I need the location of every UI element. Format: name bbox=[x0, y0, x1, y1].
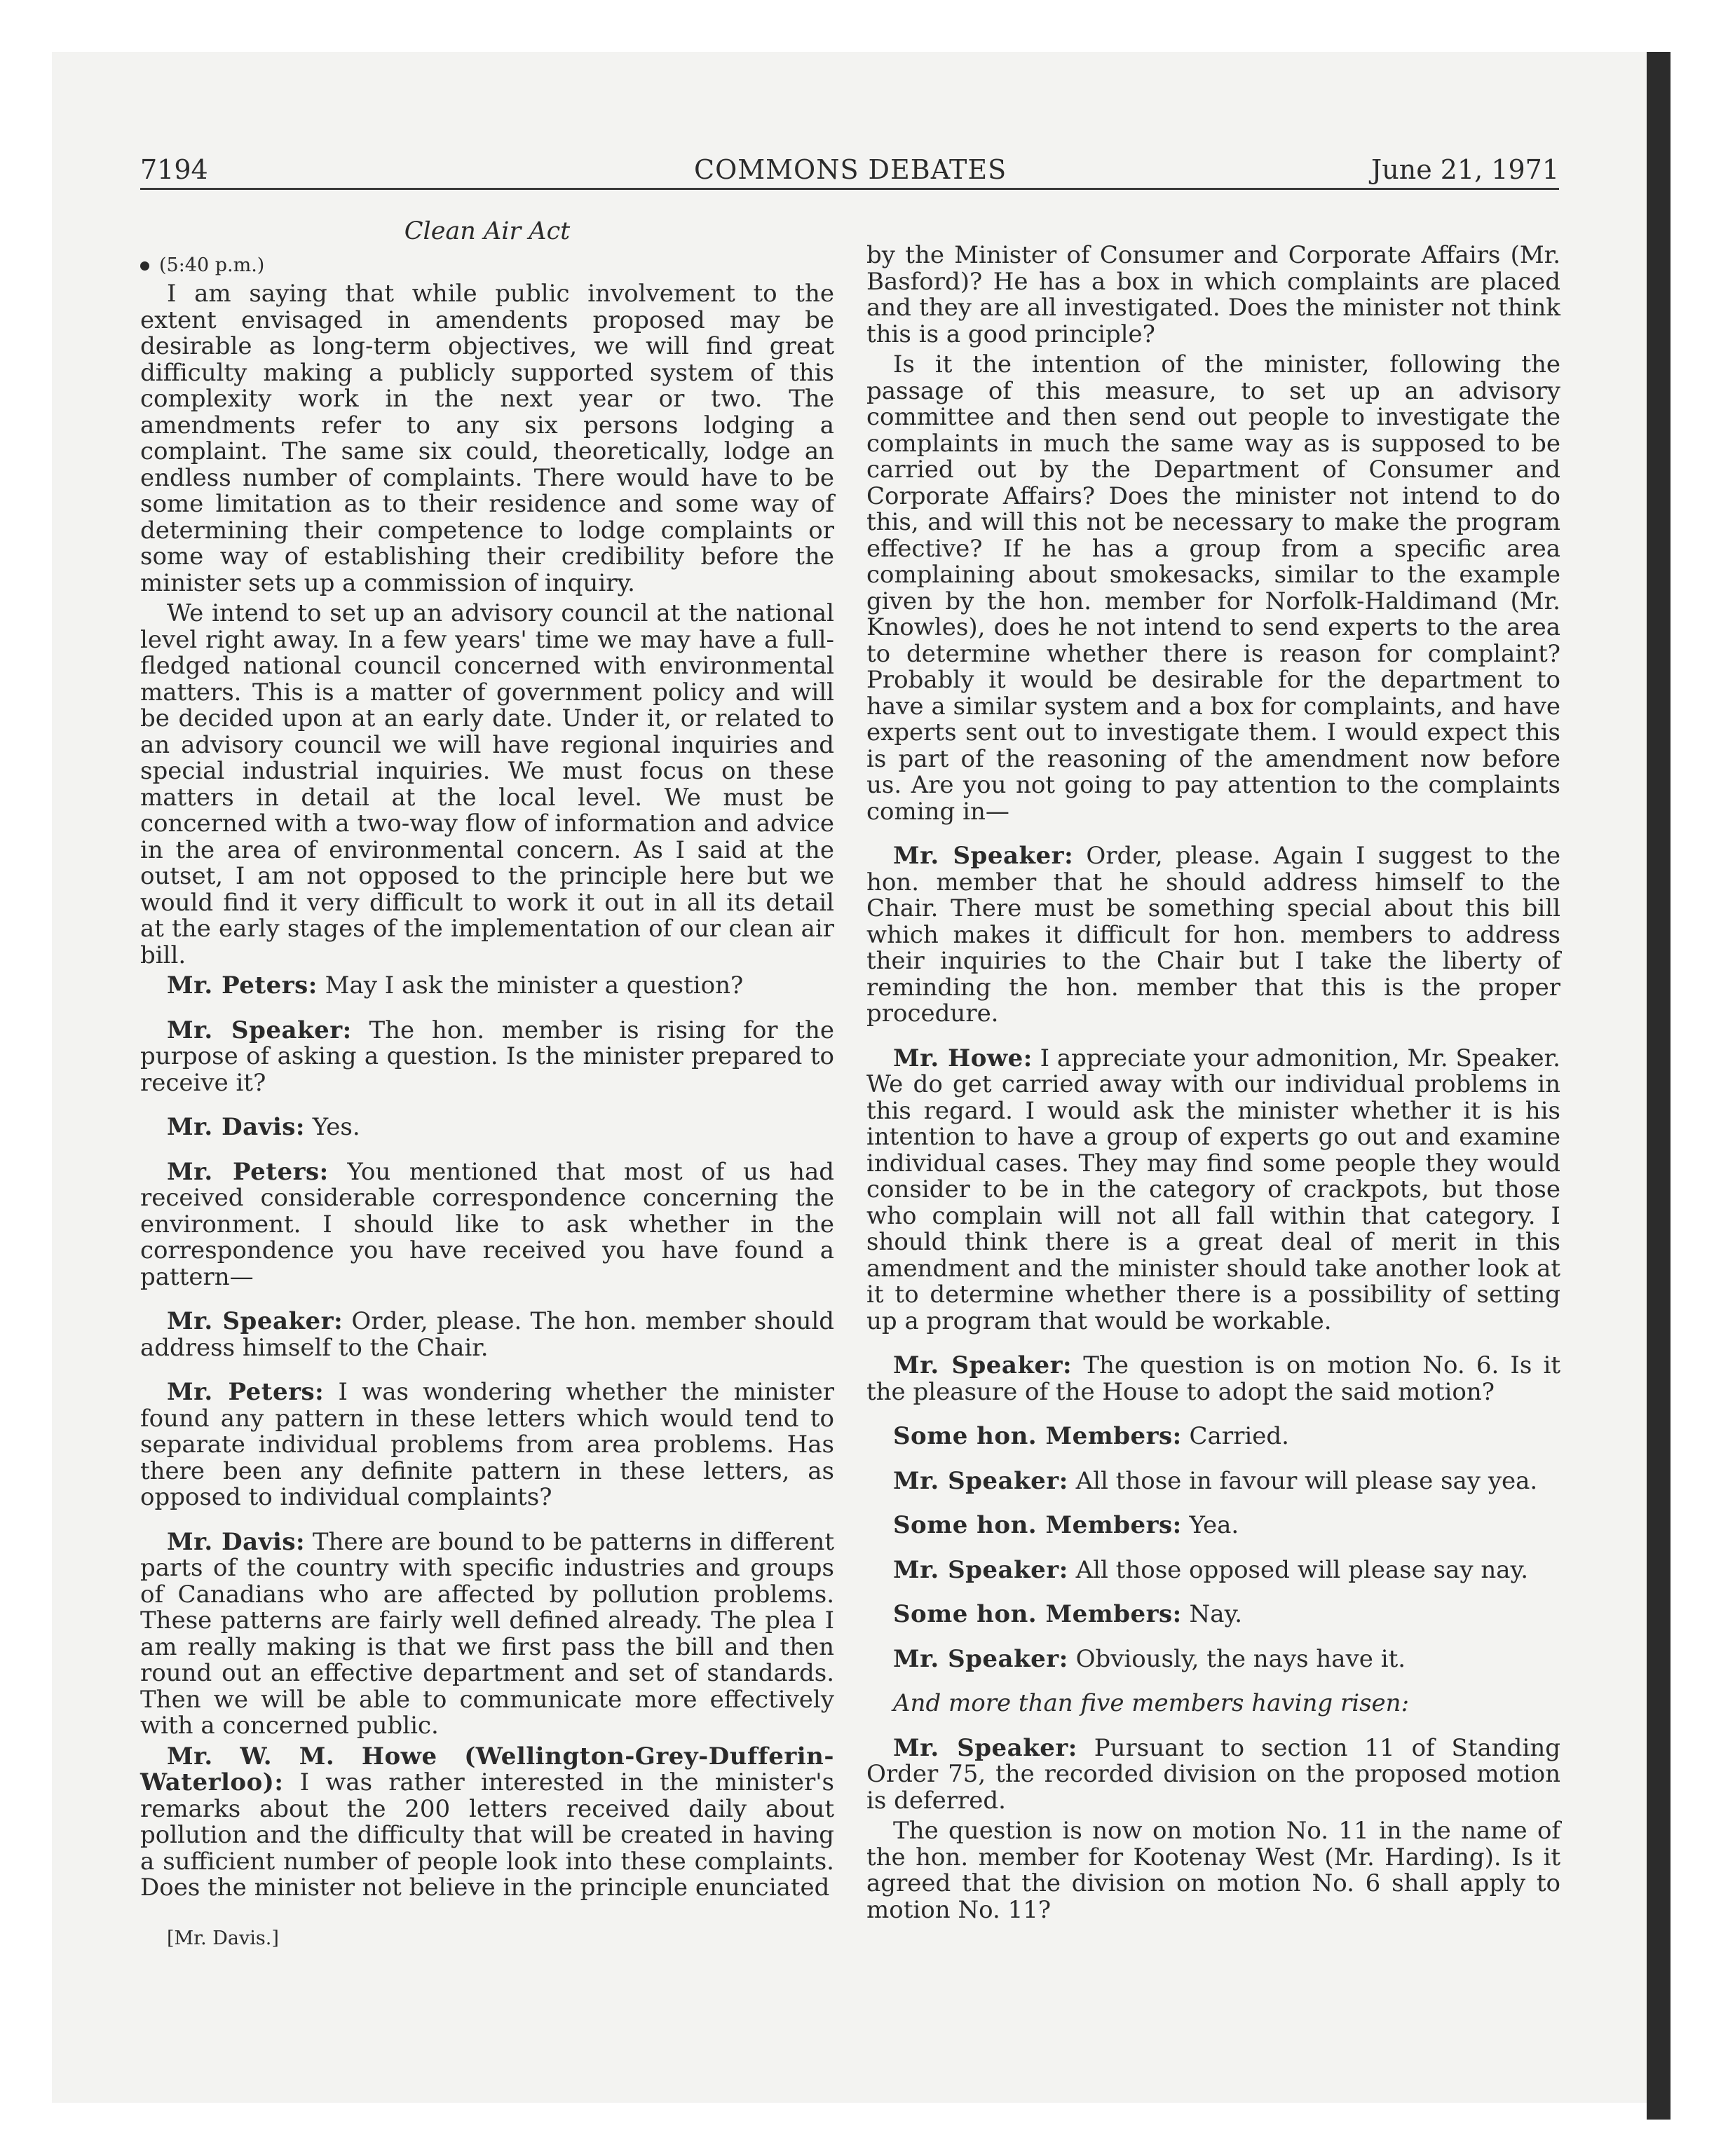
stage-direction: And more than five members having risen: bbox=[893, 1689, 1410, 1717]
speaker-name: Some hon. Members: bbox=[893, 1511, 1182, 1539]
speech bbox=[140, 1114, 834, 1141]
speech-text: I was rather interested in the minister's remarks about the 200 letters received daily about pollution and the difficulty that will be created in having a sufficient number of people look into these complaints. Does the minister not believe in the principle enunciated bbox=[140, 1768, 834, 1902]
speech bbox=[140, 1018, 834, 1097]
speaker-name: Mr. Speaker: bbox=[893, 1466, 1068, 1495]
speaker-name: Mr. Howe: bbox=[893, 1044, 1033, 1072]
speech-text: Order, please. Again I suggest to the hon. member that he should address himself to the Chair. There must be something special about this bill which makes it difficult for hon. members to address their inquiries to the Chair but I take the liberty of reminding the hon. member that this is the proper procedure. bbox=[866, 842, 1560, 1028]
scan-edge-shadow bbox=[1647, 52, 1671, 2120]
speech-text: The hon. member is rising for the purpose of asking a question. Is the minister prepared to receive it? bbox=[140, 1016, 834, 1097]
speech bbox=[140, 973, 834, 999]
header-rule bbox=[140, 188, 1559, 190]
speech bbox=[866, 1046, 1560, 1335]
footer-note: [Mr. Davis.] bbox=[167, 1927, 279, 1949]
speech bbox=[140, 1744, 834, 1902]
speaker-name: Mr. Speaker: bbox=[893, 842, 1074, 870]
speaker-name: Mr. Peters: bbox=[167, 1157, 329, 1186]
speech bbox=[866, 1557, 1560, 1584]
speech-text: Obviously, the nays have it. bbox=[1075, 1644, 1406, 1673]
speaker-name: Mr. Davis: bbox=[167, 1113, 305, 1141]
speech bbox=[140, 1379, 834, 1511]
paragraph: The question is now on motion No. 11 in the name of the hon. member for Kootenay West (Mr. Harding). Is it agreed that the division on motion No. 6 shall apply to motion No. 11? bbox=[866, 1817, 1560, 1924]
publication-date: June 21, 1971 bbox=[1371, 154, 1559, 185]
timestamp-text: (5:40 p.m.) bbox=[159, 254, 265, 276]
speech bbox=[866, 1602, 1560, 1628]
speaker-name: Mr. Peters: bbox=[167, 1378, 325, 1406]
speaker-name: Some hon. Members: bbox=[893, 1600, 1182, 1628]
speaker-name: Mr. Speaker: bbox=[893, 1733, 1077, 1762]
speech bbox=[866, 1513, 1560, 1539]
speaker-name: Mr. Speaker: bbox=[893, 1555, 1068, 1584]
speech bbox=[866, 1353, 1560, 1405]
speech bbox=[140, 1309, 834, 1361]
section-title: Clean Air Act bbox=[404, 217, 571, 245]
speech-text: I was wondering whether the minister found any pattern in these letters which would tend to separate individual problems from area problems. Has there been any definite pattern in these letters, as opposed to individual complaints? bbox=[140, 1378, 834, 1511]
speech-text: There are bound to be patterns in different parts of the country with specific industries and groups of Canadians who are affected by pollution problems. These patterns are fairly well defined already. The plea I am really making is that we first pass the bill and then round out an effective department and set of standards. Then we will be able to communicate more effectively with a concerned public. bbox=[140, 1527, 834, 1740]
speech-text: All those in favour will please say yea. bbox=[1075, 1466, 1538, 1495]
speech-text: Pursuant to section 11 of Standing Order 75, the recorded division on the proposed motion is deferred. bbox=[866, 1733, 1560, 1815]
bullet-icon bbox=[140, 261, 149, 271]
speech-text: Order, please. The hon. member should address himself to the Chair. bbox=[140, 1307, 835, 1362]
paragraph: I am saying that while public involvement to the extent envisaged in amendents proposed may be desirable as long-term objectives, we will find great difficulty making a publicly supported system of this complexity work in the next year or two. The amendments refer to any six persons lodging a complaint. The same six could, theoretically, lodge an endless number of complaints. There would have to be some limitation as to their residence and some way of determining their competence to lodge complaints or some way of establishing their credibility before the minister sets up a commission of inquiry. bbox=[140, 280, 834, 597]
speech-text: The question is on motion No. 6. Is it the pleasure of the House to adopt the said motion? bbox=[866, 1351, 1561, 1406]
speech bbox=[866, 1735, 1560, 1815]
paragraph: We intend to set up an advisory council at the national level right away. In a few years' time we may have a full-fledged national council concerned with environmental matters. This is a matter of government policy and will be decided upon at an early date. Under it, or related to an advisory council we will have regional inquiries and special industrial inquiries. We must focus on these matters in detail at the local level. We must be concerned with a two-way flow of information and advice in the area of environmental concern. As I said at the outset, I am not opposed to the principle here but we would find it very difficult to work it out in all its detail at the early stages of the implementation of our clean air bill. bbox=[140, 599, 834, 969]
speech-text: Yea. bbox=[1189, 1511, 1239, 1539]
speech bbox=[140, 1529, 834, 1740]
right-column bbox=[866, 243, 1560, 1928]
paragraph: Is it the intention of the minister, following the passage of this measure, to set up an advisory committee and then send out people to investigate the complaints in much the same way as is supposed to be carried out by the Department of Consumer and Corporate Affairs? Does the minister not intend to do this, and will this not be necessary to make the program effective? If he has a group from a specific area complaining about smokesacks, similar to the example given by the hon. member for Norfolk-Haldimand (Mr. Knowles), does he not intend to send experts to the area to determine whether there is reason for complaint? Probably it would be desirable for the department to have a similar system and a box for complaints, and have experts sent out to investigate them. I would expect this is part of the reasoning of the amendment now before us. Are you not going to pay attention to the complaints coming in— bbox=[866, 350, 1560, 826]
speaker-name: Mr. Speaker: bbox=[893, 1351, 1073, 1379]
speech-text: Carried. bbox=[1189, 1422, 1289, 1450]
speaker-name: Mr. Speaker: bbox=[167, 1307, 343, 1335]
speaker-name: Mr. Peters: bbox=[167, 971, 318, 999]
speaker-name: Mr. Speaker: bbox=[167, 1016, 352, 1044]
page-header bbox=[140, 154, 1559, 189]
speech-text: Nay. bbox=[1189, 1600, 1243, 1628]
speech-text: I appreciate your admonition, Mr. Speaker. We do get carried away with our individual problems in this regard. I would ask the minister whether it is his intention to have a group of experts go out and examine individual cases. They may find some people they would consider to be in the category of crackpots, but those who complain will not all fall within that category. I should think there is a great deal of merit in this amendment and the minister should take another look at it to determine whether there is a possibility of setting up a program that would be workable. bbox=[866, 1044, 1560, 1335]
speech-text: All those opposed will please say nay. bbox=[1075, 1555, 1529, 1584]
speaker-name: Mr. Speaker: bbox=[893, 1644, 1068, 1673]
publication-title: COMMONS DEBATES bbox=[694, 154, 1007, 185]
paragraph: by the Minister of Consumer and Corporate Affairs (Mr. Basford)? He has a box in which complaints are placed and they are all investigated. Does the minister not think this is a good principle? bbox=[866, 241, 1560, 348]
speech-text: May I ask the minister a question? bbox=[325, 971, 744, 999]
speaker-name: Some hon. Members: bbox=[893, 1422, 1182, 1450]
speaker-name: Mr. Davis: bbox=[167, 1527, 306, 1556]
speech bbox=[866, 1468, 1560, 1495]
speech-text: Yes. bbox=[312, 1113, 360, 1141]
speech bbox=[866, 843, 1560, 1028]
page-number: 7194 bbox=[140, 154, 208, 185]
left-column bbox=[140, 216, 834, 1951]
speech bbox=[866, 1646, 1560, 1673]
speech bbox=[866, 1424, 1560, 1450]
speech bbox=[140, 1159, 834, 1291]
timestamp bbox=[140, 252, 834, 279]
speaker-name: Mr. W. M. Howe (Wellington-Grey-Dufferin-Waterloo): bbox=[140, 1742, 834, 1796]
speech-text: You mentioned that most of us had received considerable correspondence concerning the environment. I should like to ask whether in the correspondence you have received you have found a pattern— bbox=[140, 1157, 834, 1291]
